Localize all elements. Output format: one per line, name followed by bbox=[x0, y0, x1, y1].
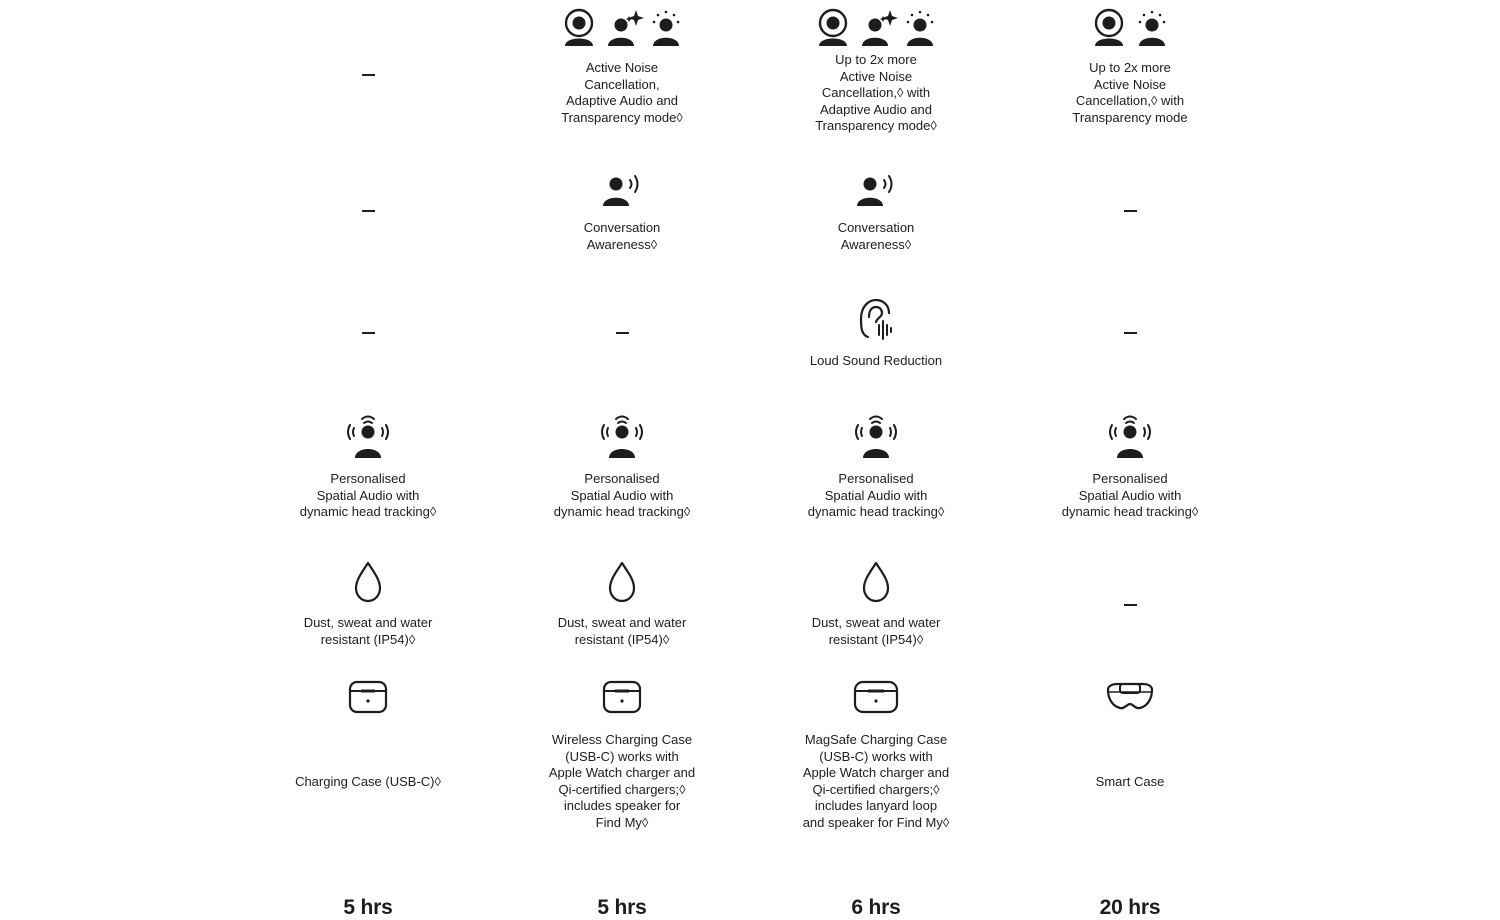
spatial-cell-col4 bbox=[1003, 394, 1257, 540]
loud-label-col3: Loud Sound Reduction bbox=[809, 352, 943, 368]
noise-control-icons bbox=[1092, 8, 1168, 48]
noise-control-icons bbox=[562, 8, 682, 48]
battery-cell-col4 bbox=[1003, 842, 1257, 918]
not-available-dash bbox=[362, 210, 375, 212]
conversation-awareness-icon bbox=[854, 168, 898, 208]
charging-case-icon bbox=[602, 680, 642, 714]
loud-cell-col1 bbox=[241, 272, 495, 394]
ear-sound-reduction-icon bbox=[858, 297, 894, 341]
anc-person-icon bbox=[565, 10, 593, 46]
water-drop-icon bbox=[353, 561, 383, 603]
spatial-label-col4: Personalised Spatial Audio with dynamic head tracking◊ bbox=[1061, 471, 1199, 520]
noise-cell-col3 bbox=[749, 0, 1003, 150]
water-cell-col1 bbox=[241, 540, 495, 670]
battery-hours-col3: 6 hrs bbox=[851, 896, 901, 919]
conversation-label-col3: Conversation Awareness◊ bbox=[837, 220, 915, 252]
not-available-dash bbox=[362, 332, 375, 334]
not-available-dash bbox=[1124, 210, 1137, 212]
noise-label-col2: Active Noise Cancellation, Adaptive Audio and Transparency mode◊ bbox=[561, 60, 683, 125]
conversation-cell-col4 bbox=[1003, 150, 1257, 272]
case-cell-col1 bbox=[241, 670, 495, 842]
adaptive-sparkle-person-icon bbox=[608, 10, 644, 46]
not-available-dash bbox=[1124, 604, 1137, 606]
noise-cell-col2 bbox=[495, 0, 749, 150]
spatial-cell-col1 bbox=[241, 394, 495, 540]
loud-cell-col4 bbox=[1003, 272, 1257, 394]
water-cell-col2 bbox=[495, 540, 749, 670]
not-available-dash bbox=[616, 332, 629, 334]
water-cell-col4 bbox=[1003, 540, 1257, 670]
battery-cell-col3 bbox=[749, 842, 1003, 918]
noise-cell-col1 bbox=[241, 0, 495, 150]
water-drop-icon bbox=[607, 561, 637, 603]
battery-hours-col4: 20 hrs bbox=[1099, 896, 1161, 919]
comparison-grid bbox=[241, 0, 1257, 918]
conversation-cell-col1 bbox=[241, 150, 495, 272]
noise-control-icons bbox=[816, 8, 936, 48]
charging-case-icon bbox=[853, 680, 899, 714]
case-label-col2: Wireless Charging Case (USB-C) works with Apple Watch charger and Qi-certified chargers;◊ includes speaker for Find My◊ bbox=[548, 732, 696, 830]
noise-cell-col4 bbox=[1003, 0, 1257, 150]
not-available-dash bbox=[362, 74, 375, 76]
anc-person-icon bbox=[819, 10, 847, 46]
not-available-dash bbox=[1124, 332, 1137, 334]
water-label-col1: Dust, sweat and water resistant (IP54)◊ bbox=[303, 615, 433, 647]
battery-hours-col2: 5 hrs bbox=[597, 896, 647, 919]
transparency-person-icon bbox=[653, 11, 680, 46]
spatial-audio-head-icon bbox=[1108, 413, 1152, 459]
spatial-audio-head-icon bbox=[600, 413, 644, 459]
conversation-awareness-icon bbox=[600, 168, 644, 208]
battery-hours-col1: 5 hrs bbox=[343, 896, 393, 919]
loud-cell-col3 bbox=[749, 272, 1003, 394]
case-label-col3: MagSafe Charging Case (USB-C) works with Apple Watch charger and Qi-certified chargers;◊ includes lanyard loop and speaker for Find My◊ bbox=[802, 732, 950, 830]
noise-label-col3: Up to 2x more Active Noise Cancellation,◊ with Adaptive Audio and Transparency mode◊ bbox=[815, 52, 937, 134]
case-cell-col2 bbox=[495, 670, 749, 842]
loud-cell-col2 bbox=[495, 272, 749, 394]
spatial-audio-head-icon bbox=[346, 413, 390, 459]
spatial-label-col3: Personalised Spatial Audio with dynamic head tracking◊ bbox=[807, 471, 945, 520]
water-drop-icon bbox=[861, 561, 891, 603]
case-label-col4: Smart Case bbox=[1095, 774, 1165, 789]
transparency-person-icon bbox=[907, 11, 934, 46]
water-label-col2: Dust, sweat and water resistant (IP54)◊ bbox=[557, 615, 687, 647]
water-cell-col3 bbox=[749, 540, 1003, 670]
spatial-cell-col3 bbox=[749, 394, 1003, 540]
charging-case-icon bbox=[348, 680, 388, 714]
conversation-cell-col3 bbox=[749, 150, 1003, 272]
anc-person-icon bbox=[1095, 10, 1123, 46]
battery-cell-col2 bbox=[495, 842, 749, 918]
spatial-label-col1: Personalised Spatial Audio with dynamic head tracking◊ bbox=[299, 471, 437, 520]
water-label-col3: Dust, sweat and water resistant (IP54)◊ bbox=[811, 615, 941, 647]
smart-case-icon bbox=[1104, 680, 1156, 714]
case-label-col1: Charging Case (USB-C)◊ bbox=[295, 774, 441, 789]
conversation-label-col2: Conversation Awareness◊ bbox=[583, 220, 661, 252]
case-cell-col4 bbox=[1003, 670, 1257, 842]
battery-cell-col1 bbox=[241, 842, 495, 918]
spatial-label-col2: Personalised Spatial Audio with dynamic head tracking◊ bbox=[553, 471, 691, 520]
spatial-audio-head-icon bbox=[854, 413, 898, 459]
transparency-person-icon bbox=[1139, 11, 1166, 46]
case-cell-col3 bbox=[749, 670, 1003, 842]
spatial-cell-col2 bbox=[495, 394, 749, 540]
conversation-cell-col2 bbox=[495, 150, 749, 272]
adaptive-sparkle-person-icon bbox=[862, 10, 898, 46]
noise-label-col4: Up to 2x more Active Noise Cancellation,◊ with Transparency mode bbox=[1072, 60, 1188, 125]
